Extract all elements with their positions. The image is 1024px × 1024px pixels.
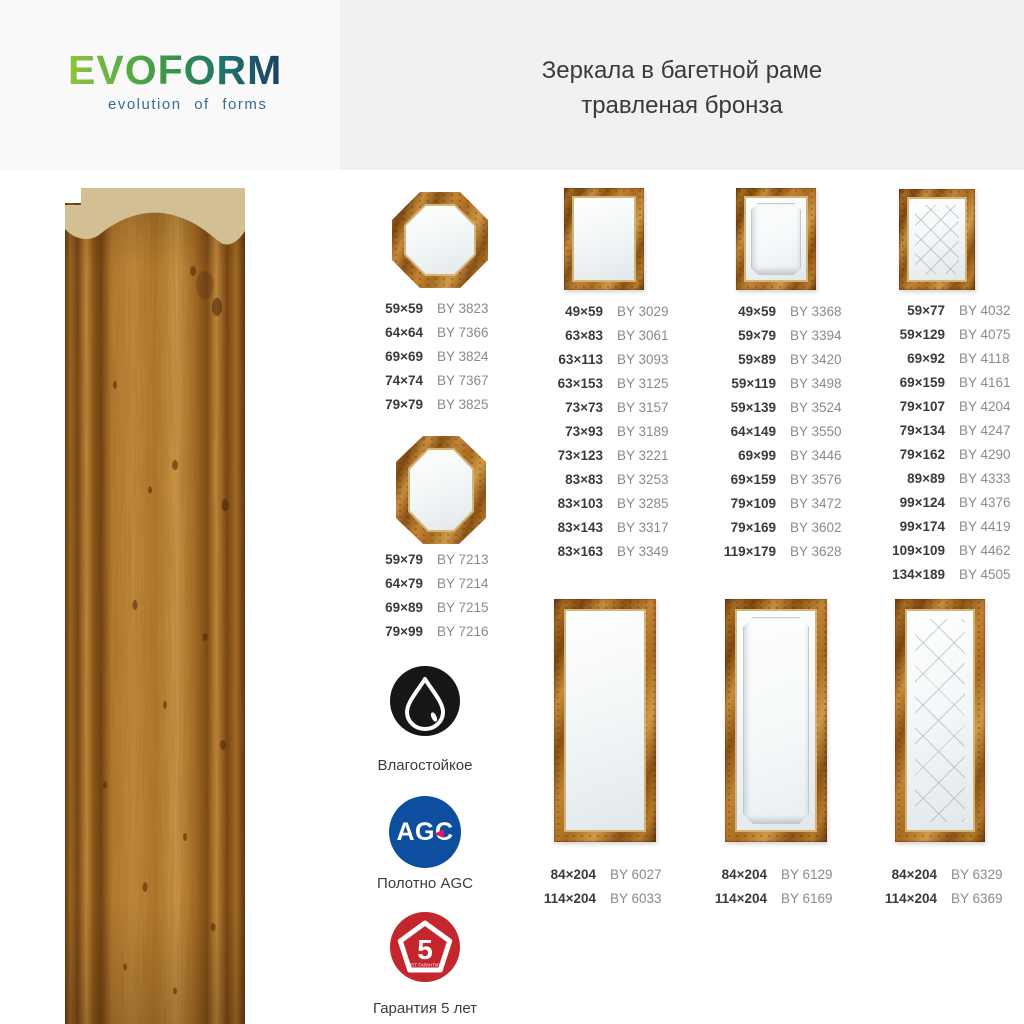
size-code-row — [710, 419, 870, 443]
article-code: BY 3189 — [617, 423, 669, 439]
size-code-row — [357, 368, 517, 392]
mirror-glass — [410, 450, 472, 530]
water-drop-icon — [390, 666, 460, 736]
evoform-logo — [68, 47, 283, 113]
size-value: 74×74 — [385, 372, 423, 388]
agc-label: Полотно AGC — [377, 875, 473, 892]
size-value: 84×204 — [721, 866, 767, 882]
size-code-row — [537, 491, 697, 515]
article-code: BY 4075 — [959, 326, 1011, 342]
warranty-label: Гарантия 5 лет — [372, 1000, 478, 1017]
article-code: BY 4376 — [959, 494, 1011, 510]
size-code-row — [530, 886, 690, 910]
size-value: 59×119 — [731, 375, 776, 391]
size-code-row — [710, 347, 870, 371]
logo-panel — [0, 0, 340, 170]
size-code-row — [879, 562, 1024, 586]
size-code-row — [710, 299, 870, 323]
page-title — [340, 53, 1024, 123]
agc-logo-text: AGC — [396, 817, 454, 846]
article-code: BY 7215 — [437, 599, 489, 615]
size-value: 49×59 — [738, 303, 776, 319]
size-value: 59×129 — [899, 326, 945, 342]
brand-tagline: evolution of forms — [108, 96, 268, 113]
size-value: 83×143 — [557, 519, 603, 535]
size-value: 59×79 — [385, 551, 423, 567]
article-code: BY 4419 — [959, 518, 1011, 534]
article-code: BY 6329 — [951, 866, 1003, 882]
size-code-row — [701, 862, 861, 886]
mirror-thumb-rect-plain — [564, 188, 644, 290]
size-value: 59×79 — [738, 327, 776, 343]
size-value: 73×73 — [565, 399, 603, 415]
article-code: BY 3125 — [617, 375, 669, 391]
article-code: BY 3628 — [790, 543, 842, 559]
size-value: 79×107 — [899, 398, 945, 414]
article-code: BY 3157 — [617, 399, 669, 415]
size-value: 59×59 — [385, 300, 423, 316]
brand-name: EVOFORM — [68, 47, 283, 93]
article-code: BY 7367 — [437, 372, 489, 388]
size-code-row — [879, 538, 1024, 562]
article-code: BY 3221 — [617, 447, 669, 463]
article-code: BY 4462 — [959, 542, 1011, 558]
article-code: BY 3317 — [617, 519, 669, 535]
article-code: BY 3368 — [790, 303, 842, 319]
article-code: BY 3446 — [790, 447, 842, 463]
size-code-row — [879, 322, 1024, 346]
size-code-row — [701, 886, 861, 910]
size-value: 63×113 — [558, 351, 603, 367]
size-list-octagon — [357, 296, 517, 416]
agc-red-flag-icon — [434, 829, 444, 838]
article-code: BY 3576 — [790, 471, 842, 487]
article-code: BY 7366 — [437, 324, 489, 340]
article-code: BY 6033 — [610, 890, 662, 906]
size-code-row — [879, 490, 1024, 514]
size-value: 59×139 — [730, 399, 776, 415]
article-code: BY 3825 — [437, 396, 489, 412]
mirror-thumb-tall-lattice — [895, 599, 985, 842]
article-code: BY 7214 — [437, 575, 489, 591]
size-value: 69×159 — [730, 471, 776, 487]
size-list-tall-lattice — [871, 862, 1024, 910]
article-code: BY 6129 — [781, 866, 833, 882]
page-header — [0, 0, 1024, 170]
size-code-row — [537, 299, 697, 323]
size-value: 109×109 — [892, 542, 945, 558]
size-value: 89×89 — [907, 470, 945, 486]
size-code-row — [710, 395, 870, 419]
article-code: BY 4247 — [959, 422, 1011, 438]
size-code-row — [871, 886, 1024, 910]
size-code-row — [879, 466, 1024, 490]
size-value: 64×149 — [730, 423, 776, 439]
size-value: 73×93 — [565, 423, 603, 439]
article-code: BY 3093 — [617, 351, 669, 367]
size-code-row — [879, 394, 1024, 418]
size-code-row — [879, 298, 1024, 322]
size-code-row — [537, 539, 697, 563]
size-list-rect-lattice — [879, 298, 1024, 586]
size-value: 79×169 — [730, 519, 776, 535]
size-code-row — [710, 443, 870, 467]
size-value: 79×79 — [385, 396, 423, 412]
article-code: BY 6027 — [610, 866, 662, 882]
size-code-row — [357, 392, 517, 416]
title-line-1: Зеркала в багетной раме — [541, 57, 823, 84]
size-value: 134×189 — [892, 566, 945, 582]
size-code-row — [357, 296, 517, 320]
warranty-subtext: ЛЕТ ГАРАНТИЯ — [408, 962, 442, 968]
size-value: 84×204 — [891, 866, 937, 882]
size-code-row — [710, 491, 870, 515]
warranty-pentagon-icon — [390, 912, 460, 982]
mirror-glass — [406, 206, 474, 274]
article-code: BY 4505 — [959, 566, 1011, 582]
size-value: 79×99 — [385, 623, 423, 639]
size-code-row — [530, 862, 690, 886]
size-value: 99×174 — [899, 518, 945, 534]
title-line-2: травленая бронза — [581, 92, 783, 119]
size-value: 119×179 — [723, 543, 776, 559]
article-code: BY 3285 — [617, 495, 669, 511]
article-code: BY 4333 — [959, 470, 1011, 486]
waterproof-label: Влагостойкое — [377, 757, 473, 774]
article-code: BY 3498 — [790, 375, 842, 391]
size-value: 114×204 — [714, 890, 767, 906]
size-value: 64×79 — [385, 575, 423, 591]
size-value: 83×83 — [565, 471, 603, 487]
article-code: BY 3472 — [790, 495, 842, 511]
size-code-row — [710, 515, 870, 539]
facet-bevel — [743, 617, 809, 824]
size-code-row — [710, 323, 870, 347]
size-value: 84×204 — [550, 866, 596, 882]
article-code: BY 4204 — [959, 398, 1011, 414]
mirror-glass — [746, 198, 806, 280]
waterproof-badge — [390, 666, 460, 736]
baguette-profile-sample — [55, 185, 255, 1024]
article-code: BY 6169 — [781, 890, 833, 906]
size-value: 69×159 — [899, 374, 945, 390]
size-value: 69×92 — [907, 350, 945, 366]
size-code-row — [710, 467, 870, 491]
size-value: 83×163 — [557, 543, 603, 559]
mirror-thumb-tall-facet — [725, 599, 827, 842]
size-value: 64×64 — [385, 324, 423, 340]
article-code: BY 3029 — [617, 303, 669, 319]
article-code: BY 3253 — [617, 471, 669, 487]
size-code-row — [871, 862, 1024, 886]
article-code: BY 4032 — [959, 302, 1011, 318]
mirror-glass — [566, 611, 644, 830]
size-code-row — [879, 418, 1024, 442]
size-code-row — [357, 595, 517, 619]
size-code-row — [879, 370, 1024, 394]
mirror-thumb-rect-lattice — [899, 189, 975, 290]
mirror-glass — [909, 199, 965, 280]
size-code-row — [537, 515, 697, 539]
size-code-row — [537, 347, 697, 371]
agc-badge — [389, 796, 461, 868]
mirror-glass — [574, 198, 634, 280]
mirror-thumb-rect-facet — [736, 188, 816, 290]
mirror-glass — [907, 611, 973, 830]
size-value: 73×123 — [557, 447, 603, 463]
size-list-octagon-tall — [357, 547, 517, 643]
size-list-tall-facet — [701, 862, 861, 910]
article-code: BY 4118 — [959, 350, 1010, 366]
size-code-row — [710, 371, 870, 395]
size-code-row — [537, 419, 697, 443]
article-code: BY 3394 — [790, 327, 842, 343]
size-value: 83×103 — [557, 495, 603, 511]
size-value: 69×99 — [738, 447, 776, 463]
size-value: 99×124 — [899, 494, 945, 510]
size-value: 63×153 — [557, 375, 603, 391]
size-code-row — [357, 344, 517, 368]
article-code: BY 3602 — [790, 519, 842, 535]
article-code: BY 4161 — [959, 374, 1011, 390]
etched-lattice-pattern — [915, 205, 959, 274]
mirror-thumb-octagon — [392, 192, 488, 288]
size-value: 69×69 — [385, 348, 423, 364]
mirror-thumb-tall-plain — [554, 599, 656, 842]
mirror-glass — [737, 611, 815, 830]
warranty-number: 5 — [417, 934, 433, 965]
size-list-rect-facet — [710, 299, 870, 563]
size-value: 59×77 — [907, 302, 945, 318]
article-code: BY 3824 — [437, 348, 489, 364]
size-list-tall-plain — [530, 862, 690, 910]
size-code-row — [879, 442, 1024, 466]
size-code-row — [537, 395, 697, 419]
size-list-rect-plain — [537, 299, 697, 563]
size-code-row — [537, 323, 697, 347]
size-code-row — [537, 467, 697, 491]
article-code: BY 3524 — [790, 399, 842, 415]
mirror-thumb-octagon-tall — [396, 436, 486, 544]
article-code: BY 3420 — [790, 351, 842, 367]
size-value: 59×89 — [738, 351, 776, 367]
article-code: BY 7213 — [437, 551, 489, 567]
size-code-row — [357, 320, 517, 344]
size-value: 63×83 — [565, 327, 603, 343]
size-code-row — [537, 371, 697, 395]
article-code: BY 6369 — [951, 890, 1003, 906]
size-value: 79×162 — [899, 446, 945, 462]
size-value: 79×134 — [899, 422, 945, 438]
size-code-row — [357, 619, 517, 643]
article-code: BY 3061 — [617, 327, 669, 343]
size-code-row — [879, 346, 1024, 370]
size-code-row — [879, 514, 1024, 538]
facet-bevel — [751, 203, 801, 275]
size-value: 69×89 — [385, 599, 423, 615]
article-code: BY 3550 — [790, 423, 842, 439]
size-value: 49×59 — [565, 303, 603, 319]
warranty-badge — [390, 912, 460, 982]
size-code-row — [357, 547, 517, 571]
etched-lattice-pattern — [915, 619, 965, 822]
size-code-row — [537, 443, 697, 467]
size-value: 79×109 — [730, 495, 776, 511]
size-code-row — [710, 539, 870, 563]
article-code: BY 3349 — [617, 543, 669, 559]
article-code: BY 3823 — [437, 300, 489, 316]
article-code: BY 7216 — [437, 623, 489, 639]
size-code-row — [357, 571, 517, 595]
size-value: 114×204 — [543, 890, 596, 906]
size-value: 114×204 — [884, 890, 937, 906]
article-code: BY 4290 — [959, 446, 1011, 462]
